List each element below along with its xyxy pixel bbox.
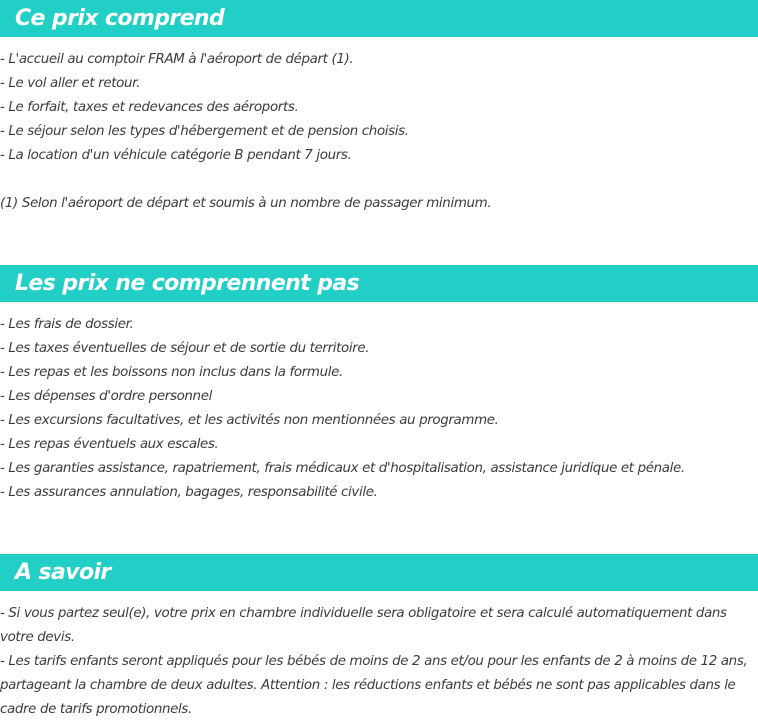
list-item: - Les repas et les boissons non inclus dans la formule.: [0, 365, 343, 380]
list-item: - L'accueil au comptoir FRAM à l'aéroport de départ (1).: [0, 52, 354, 67]
list-item: - La location d'un véhicule catégorie B pendant 7 jours.: [0, 148, 352, 163]
not-included-list: [0, 313, 752, 505]
list-item: - Les garanties assistance, rapatriement, frais médicaux et d'hospitalisation, assistance juridique et pénale.: [0, 461, 685, 476]
list-item: - Les dépenses d'ordre personnel: [0, 389, 212, 404]
paragraph: - Les tarifs enfants seront appliqués pour les bébés de moins de 2 ans et/ou pour les enfants de 2 à moins de 12 ans, partageant la chambre de deux adultes. Attention : les réductions enfants et bébés ne sont pas applicables dans le cadre de tarifs promotionnels.: [0, 654, 748, 717]
included-list: [0, 48, 752, 216]
section-title-good-to-know: A savoir: [0, 554, 758, 591]
list-item: - Le séjour selon les types d'hébergement et de pension choisis.: [0, 124, 409, 139]
list-item: - Les repas éventuels aux escales.: [0, 437, 219, 452]
footnote: (1) Selon l'aéroport de départ et soumis à un nombre de passager minimum.: [0, 196, 492, 211]
list-item: - Les excursions facultatives, et les activités non mentionnées au programme.: [0, 413, 499, 428]
spacer: [0, 168, 752, 192]
list-item: - Le forfait, taxes et redevances des aéroports.: [0, 100, 299, 115]
good-to-know-text: [0, 602, 752, 722]
paragraph: - Si vous partez seul(e), votre prix en chambre individuelle sera obligatoire et sera calculé automatiquement dans votre devis.: [0, 606, 727, 645]
section-title-not-included: Les prix ne comprennent pas: [0, 265, 758, 302]
list-item: - Les assurances annulation, bagages, responsabilité civile.: [0, 485, 378, 500]
list-item: - Le vol aller et retour.: [0, 76, 140, 91]
list-item: - Les taxes éventuelles de séjour et de sortie du territoire.: [0, 341, 370, 356]
section-title-included: Ce prix comprend: [0, 0, 758, 37]
list-item: - Les frais de dossier.: [0, 317, 134, 332]
